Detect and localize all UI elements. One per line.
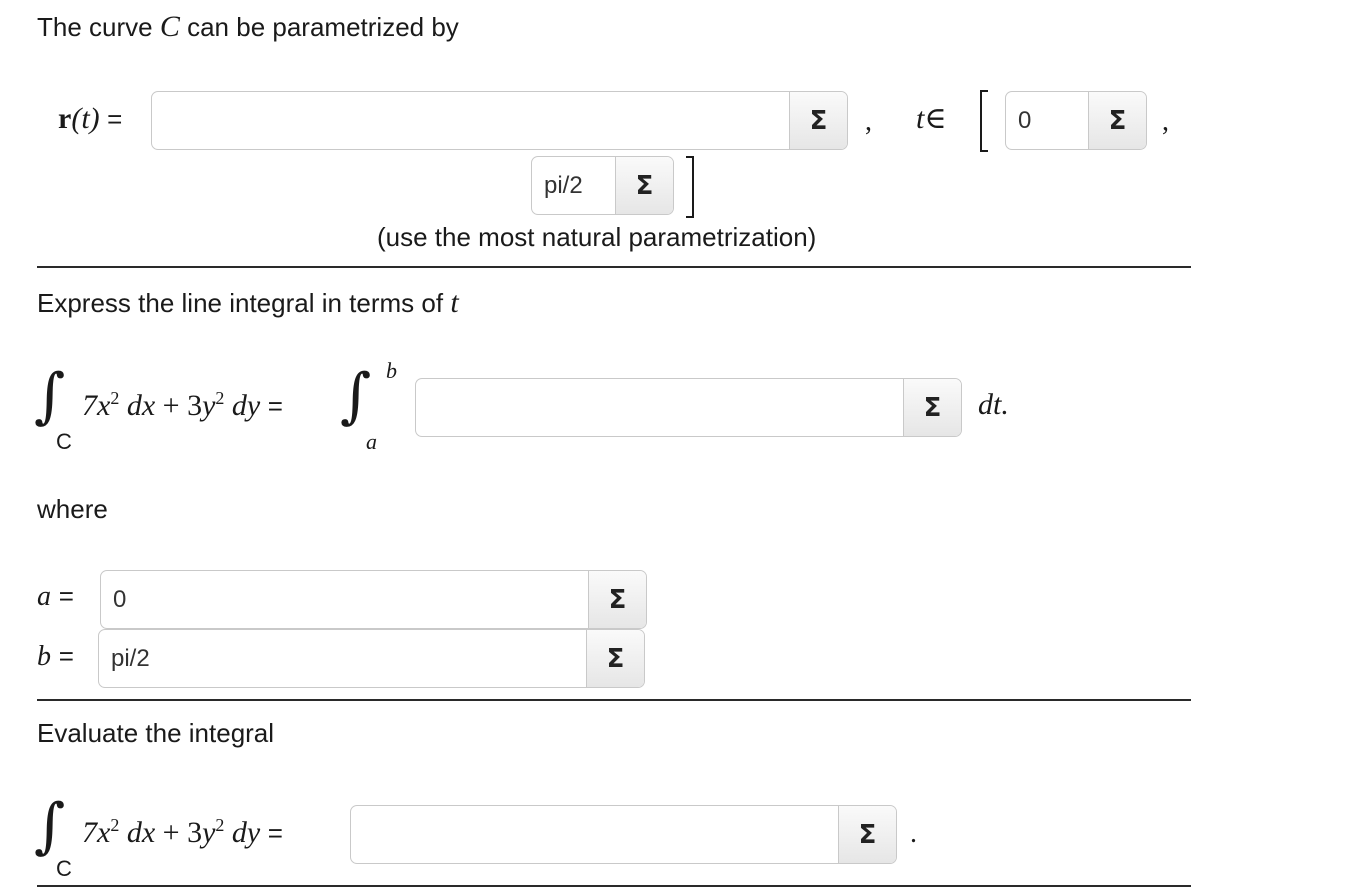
b-var: b <box>37 641 51 672</box>
a-field[interactable] <box>100 570 647 629</box>
parametrization-note: (use the most natural parametrization) <box>377 222 817 252</box>
a-var: a <box>37 581 51 612</box>
comma-2: , <box>1162 106 1169 137</box>
sigma-icon[interactable]: Σ <box>838 806 896 863</box>
integral-sign: ∫ <box>34 791 66 861</box>
b-label <box>37 640 74 673</box>
r-label <box>58 102 122 136</box>
sigma-icon[interactable]: Σ <box>903 379 961 436</box>
divider-3 <box>37 885 1191 887</box>
sigma-icon[interactable]: Σ <box>1088 92 1146 149</box>
integral-sub: C <box>56 429 72 454</box>
t-domain-label <box>916 101 947 136</box>
period: . <box>910 818 917 849</box>
integrand-left: $7x^2$ dx + $3y^2$ dy = <box>82 388 283 422</box>
t-var: t <box>916 102 925 135</box>
integrand-field[interactable] <box>415 378 962 437</box>
integral-sign: ∫ <box>340 361 372 431</box>
left-bracket <box>980 90 988 152</box>
integral-sign: ∫ <box>34 361 66 431</box>
sigma-icon[interactable]: Σ <box>789 92 847 149</box>
lower-limit: a <box>366 429 377 454</box>
evaluate-prompt: Evaluate the integral <box>37 718 275 748</box>
divider-1 <box>37 266 1191 268</box>
result-field[interactable] <box>350 805 897 864</box>
r-equals: = <box>107 104 123 134</box>
result-input[interactable] <box>351 806 838 863</box>
upper-limit: b <box>386 358 397 383</box>
t-end-field[interactable] <box>531 156 674 215</box>
sigma-icon[interactable]: Σ <box>586 630 644 687</box>
integrand-left-eval: $7x^2$ dx + $3y^2$ dy = <box>82 815 283 849</box>
a-label <box>37 580 74 613</box>
where-label: where <box>37 494 108 524</box>
sigma-icon[interactable]: Σ <box>615 157 673 214</box>
divider-2 <box>37 699 1191 701</box>
b-input[interactable]: pi/2 <box>111 644 150 672</box>
dt-label: dt. <box>978 388 1009 421</box>
comma-1: , <box>865 106 872 137</box>
r-bold: r <box>58 102 72 135</box>
intro-text: The curve <box>37 12 153 42</box>
r-input-field[interactable] <box>151 91 848 150</box>
element-of-symbol: ∈ <box>924 102 947 135</box>
intro-text-end: can be parametrized by <box>187 12 459 42</box>
r-input[interactable] <box>152 92 789 149</box>
prompt-text: Express the line integral in terms of <box>37 288 444 318</box>
a-eq: = <box>58 581 74 611</box>
t-start-field[interactable] <box>1005 91 1147 150</box>
line-integral-prompt <box>37 286 459 320</box>
t-start-input[interactable]: 0 <box>1018 106 1032 134</box>
integral-sub: C <box>56 856 72 881</box>
intro-line <box>37 10 459 44</box>
prompt-var: t <box>450 286 459 319</box>
b-field[interactable] <box>98 629 645 688</box>
integrand-input[interactable] <box>416 379 903 436</box>
b-eq: = <box>58 641 74 671</box>
right-bracket <box>686 156 694 218</box>
curve-symbol: C <box>159 10 180 43</box>
a-input[interactable]: 0 <box>113 585 127 613</box>
sigma-icon[interactable]: Σ <box>588 571 646 628</box>
r-arg: (t) <box>71 102 100 135</box>
t-end-input[interactable]: pi/2 <box>544 171 583 199</box>
